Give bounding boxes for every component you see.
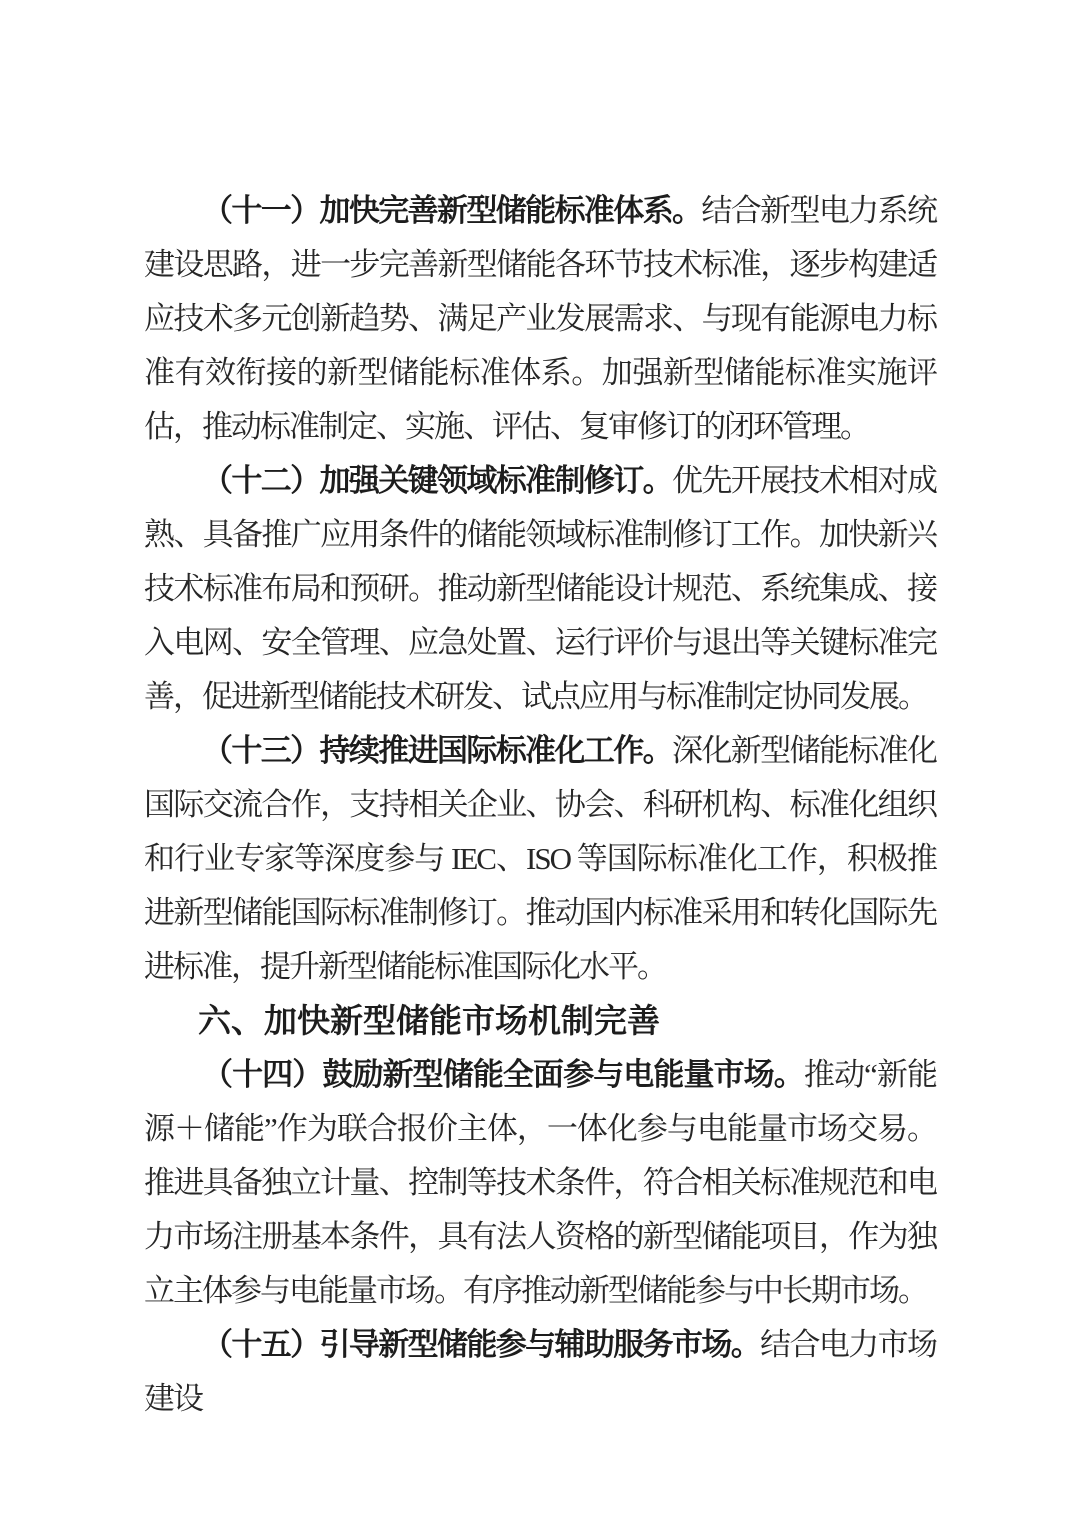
paragraph-15: [144, 1318, 936, 1426]
paragraph-15-lead: （十五）引导新型储能参与辅助服务市场。: [202, 1327, 761, 1362]
paragraph-11-text: 结合新型电力系统建设思路，进一步完善新型储能各环节技术标准，逐步构建适应技术多元创新趋势、满足产业发展需求、与现有能源电力标准有效衔接的新型储能标准体系。加强新型储能标准实施评估，推动标准制定、实施、评估、复审修订的闭环管理。: [144, 193, 936, 444]
paragraph-14-lead: （十四）鼓励新型储能全面参与电能量市场。: [202, 1057, 804, 1092]
paragraph-14: [144, 1048, 936, 1318]
section-heading-six: 六、加快新型储能市场机制完善: [198, 1002, 660, 1039]
paragraph-12-lead: （十二）加强关键领域标准制修订。: [202, 463, 672, 498]
paragraph-13-text: 深化新型储能标准化国际交流合作，支持相关企业、协会、科研机构、标准化组织和行业专家等深度参与 IEC、ISO 等国际标准化工作，积极推进新型储能国际标准制修订。推动国内标准采用和转化国际先进标准，提升新型储能标准国际化水平。: [144, 733, 936, 984]
paragraph-11-lead: （十一）加快完善新型储能标准体系。: [202, 193, 702, 228]
paragraph-15-text: 结合电力市场建设: [144, 1327, 936, 1416]
document-body: [144, 184, 936, 1426]
paragraph-13: [144, 724, 936, 994]
paragraph-11: [144, 184, 936, 454]
paragraph-12: [144, 454, 936, 724]
paragraph-12-text: 优先开展技术相对成熟、具备推广应用条件的储能领域标准制修订工作。加快新兴技术标准布局和预研。推动新型储能设计规范、系统集成、接入电网、安全管理、应急处置、运行评价与退出等关键标准完善，促进新型储能技术研发、试点应用与标准制定协同发展。: [144, 463, 936, 714]
paragraph-13-lead: （十三）持续推进国际标准化工作。: [202, 733, 672, 768]
paragraph-14-text: 推动“新能源＋储能”作为联合报价主体，一体化参与电能量市场交易。推进具备独立计量、控制等技术条件，符合相关标准规范和电力市场注册基本条件，具有法人资格的新型储能项目，作为独立主体参与电能量市场。有序推动新型储能参与中长期市场。: [144, 1057, 937, 1308]
